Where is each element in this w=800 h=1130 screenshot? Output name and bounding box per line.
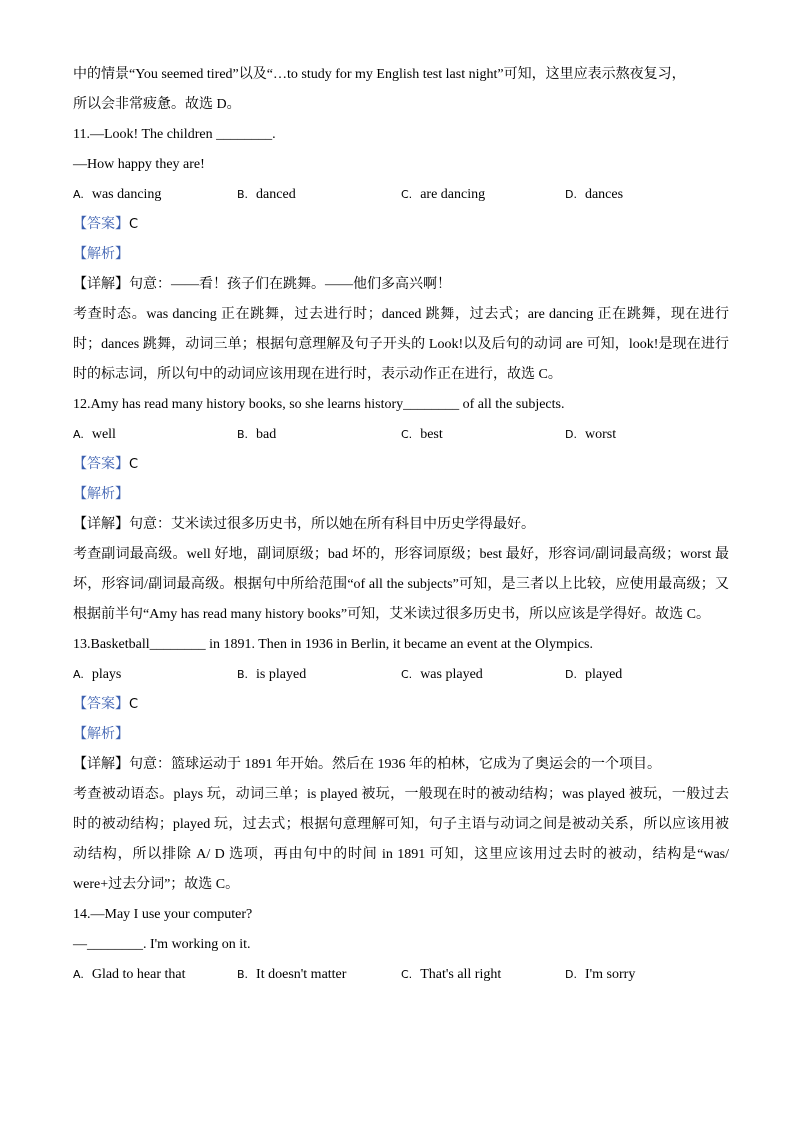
option-letter: C. [401,668,413,681]
option-c [401,180,565,210]
analysis-line [73,240,729,270]
option-text: dances [584,187,624,202]
detail-label: 【详解】 [73,277,129,292]
options-row [73,420,729,450]
option-d [565,420,729,450]
option-letter: C. [401,188,413,201]
intro-line: 中的情景“You seemed tired”以及“…to study for my English test last night”可知，这里应表示熬夜复习， [73,67,686,82]
option-letter: B. [237,668,249,681]
option-b [237,960,401,990]
detail-explanation: 考查时态。was dancing 正在跳舞，过去进行时；danced 跳舞，过去式；are dancing 正在跳舞，现在进行时；dances 跳舞，动词三单；根据句意理解及句子开头的 Look!以及后句的动词 are 可知，look!是现在进行时的标志词，所以句中的动词应该用现在进行时，表示动作正在进行，故选 C。 [73,307,729,382]
option-c [401,420,565,450]
option-d [565,960,729,990]
detail-label: 【详解】 [73,757,129,772]
analysis-line [73,720,729,750]
document-page [73,60,729,990]
option-letter: A. [73,188,84,201]
option-letter: B. [237,968,249,981]
option-text: well [91,427,116,442]
option-text: was played [420,667,483,682]
option-letter: C. [401,428,413,441]
detail-explanation: 考查副词最高级。well 好地，副词原级；bad 坏的，形容词原级；best 最好，形容词/副词最高级；worst 最坏，形容词/副词最高级。根据句中所给范围“of all the subjects”可知，是三者以上比较，应使用最高级；又根据前半句“Amy has read many history books”可知，艾米读过很多历史书，所以应该是学得好。故选 C。 [73,547,729,622]
option-letter: D. [565,428,577,441]
answer-label: 【答案】 [73,697,129,712]
option-a [73,420,237,450]
answer-line [73,210,729,240]
option-letter: A. [73,968,84,981]
option-b [237,420,401,450]
option-letter: D. [565,968,577,981]
option-text: I'm sorry [584,967,636,982]
detail-translation: 句意：——看！孩子们在跳舞。——他们多高兴啊！ [129,277,451,292]
option-letter: C. [401,968,413,981]
analysis-label: 【解析】 [73,487,129,502]
option-text: was dancing [91,187,162,202]
option-d [565,660,729,690]
question-stem: 11.—Look! The children ________. [73,127,276,142]
option-text: That's all right [420,967,502,982]
option-text: danced [256,187,296,202]
question-stem: —________. I'm working on it. [73,937,251,952]
option-text: Glad to hear that [91,967,186,982]
detail-translation: 句意：篮球运动于 1891 年开始。然后在 1936 年的柏林，它成为了奥运会的一个项目。 [129,757,661,772]
question-11 [73,120,729,390]
question-12 [73,390,729,630]
detail-explanation: 考查被动语态。plays 玩，动词三单；is played 被玩，一般现在时的被动结构；was played 被玩，一般过去时的被动结构；played 玩，过去式；根据句意理解可知，句子主语与动词之间是被动关系，所以应该用被动结构，所以排除 A/ D 选项，再由句中的时间 in 1891 可知，这里应该用过去时的被动，结构是“was/ were+过去分词”；故选 C。 [73,787,729,892]
option-text: worst [584,427,617,442]
detail-translation: 句意：艾米读过很多历史书，所以她在所有科目中历史学得最好。 [129,517,535,532]
question-stem: 14.—May I use your computer? [73,907,253,922]
answer-line [73,450,729,480]
option-text: played [584,667,623,682]
answer-label: 【答案】 [73,457,129,472]
options-row [73,660,729,690]
option-text: best [420,427,443,442]
option-text: is played [256,667,307,682]
analysis-label: 【解析】 [73,247,129,262]
question-stem: —How happy they are! [73,157,205,172]
answer-value: C [129,697,139,712]
option-letter: D. [565,188,577,201]
option-b [237,660,401,690]
option-letter: B. [237,428,249,441]
question-stem: 13.Basketball________ in 1891. Then in 1936 in Berlin, it became an event at the Olympics. [73,637,593,652]
intro-line: 所以会非常疲惫。故选 D。 [73,97,241,112]
option-c [401,960,565,990]
question-stem: 12.Amy has read many history books, so she learns history________ of all the subjects. [73,397,565,412]
option-a [73,660,237,690]
detail-label: 【详解】 [73,517,129,532]
option-letter: A. [73,428,84,441]
detail-line [73,510,729,540]
option-text: bad [256,427,277,442]
option-a [73,180,237,210]
option-letter: D. [565,668,577,681]
question-14 [73,900,729,990]
option-letter: A. [73,668,84,681]
option-a [73,960,237,990]
analysis-line [73,480,729,510]
option-c [401,660,565,690]
detail-line [73,270,729,300]
option-text: It doesn't matter [256,967,347,982]
answer-line [73,690,729,720]
option-text: are dancing [420,187,486,202]
intro-paragraph [73,60,729,120]
option-d [565,180,729,210]
answer-label: 【答案】 [73,217,129,232]
question-13 [73,630,729,900]
options-row [73,180,729,210]
answer-value: C [129,457,139,472]
option-text: plays [91,667,122,682]
option-b [237,180,401,210]
options-row [73,960,729,990]
answer-value: C [129,217,139,232]
detail-line [73,750,729,780]
option-letter: B. [237,188,249,201]
analysis-label: 【解析】 [73,727,129,742]
